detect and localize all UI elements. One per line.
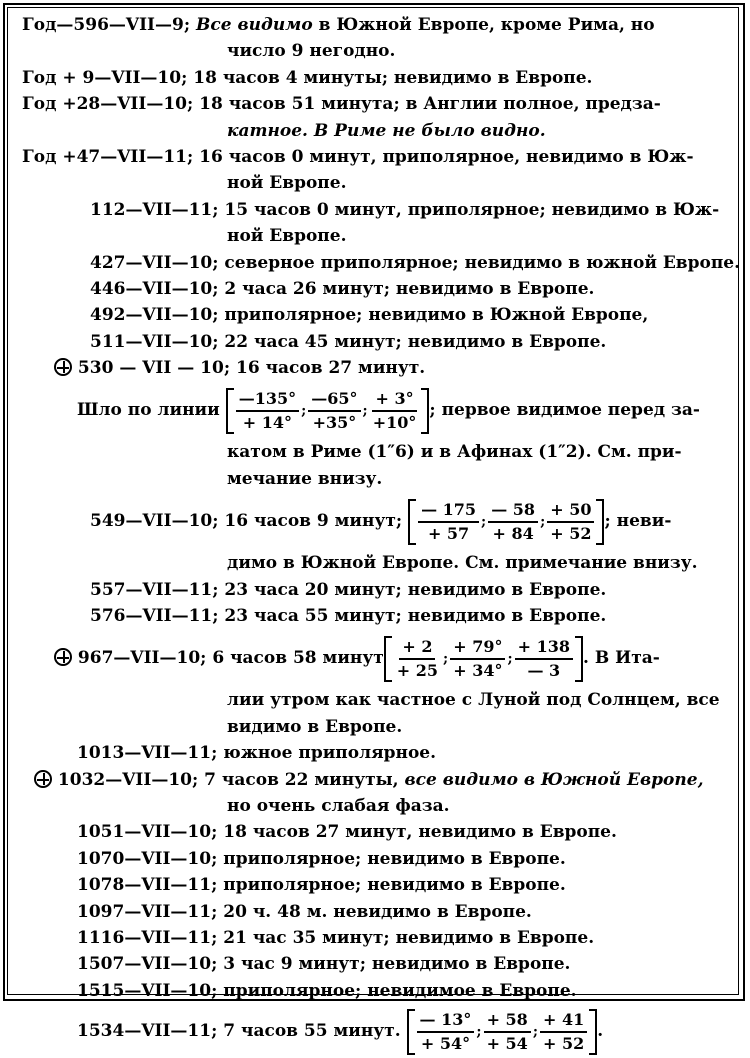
text-line: 557—VII—11; 23 часа 20 минут; невидимо в Европе. <box>90 579 607 600</box>
text-line: 1116—VII—11; 21 час 35 минут; невидимо в Европе. <box>77 927 595 948</box>
text-line: 576—VII—11; 23 часа 55 минут; невидимо в Европе. <box>90 606 607 627</box>
text-line: 427—VII—10; северное приполярное; невидимо в южной Европе. <box>90 252 741 273</box>
matrix-967: $\frac{+ 2}{+ 25}$ ; $\frac{+ 79^\circ}{+ 34^\circ}$ ; $\frac{+ 138}{— 3}$ <box>384 636 583 682</box>
oplus-icon <box>54 358 72 376</box>
oplus-icon <box>54 648 72 666</box>
text-line: 446—VII—10; 2 часа 26 минут; невидимо в Европе. <box>90 278 595 299</box>
text-line: 1097—VII—11; 20 ч. 48 м. невидимо в Европе. <box>77 901 532 922</box>
text-line: Год +28—VII—10; 18 часов 51 минута; в Англии полное, предза- <box>22 94 661 115</box>
text-line: 549—VII—10; 16 часов 9 минут; $\frac{— 175}{+ 57}$ ; $\frac{— 58}{+ 84}$ ; $\frac{+ 50}{+ 52}$ ; неви- <box>90 499 672 543</box>
text-line: Год + 9—VII—10; 18 часов 4 минуты; невидимо в Европе. <box>22 67 593 88</box>
text-line: 112—VII—11; 15 часов 0 минут, приполярное; невидимо в Юж- <box>90 199 720 220</box>
text-line: 1070—VII—10; приполярное; невидимо в Европе. <box>77 848 566 869</box>
matrix-530: $\frac{—135^\circ}{+ 14^\circ}$ ; $\frac{—65^\circ}{+35^\circ}$ ; $\frac{+ 3^\circ}{+10^\circ}$ <box>226 388 430 434</box>
text-line: ной Европе. <box>227 173 347 194</box>
text-line: катное. В Риме не было видно. <box>227 120 546 141</box>
matrix-549: $\frac{— 175}{+ 57}$ ; $\frac{— 58}{+ 84}$ ; $\frac{+ 50}{+ 52}$ <box>408 499 604 545</box>
text-line: 492—VII—10; приполярное; невидимо в Южной Европе, <box>90 305 649 326</box>
text-line: число 9 негодно. <box>227 41 396 62</box>
eclipse-table <box>22 12 741 1058</box>
text-line: мечание внизу. <box>227 468 383 489</box>
text-line: лии утром как частное с Луной под Солнцем, все <box>227 690 720 711</box>
text-line: димо в Южной Европе. См. примечание внизу. <box>227 553 698 574</box>
text-line: ной Европе. <box>227 226 347 247</box>
text-line: но очень слабая фаза. <box>227 795 450 816</box>
text-line: 1515—VII—10; приполярное; невидимое в Европе. <box>77 980 577 1001</box>
text-line: Шло по линии $\frac{—135^\circ}{+ 14^\circ}$ ; $\frac{—65^\circ}{+35^\circ}$ ; $\frac{+ 3^\circ}{+10^\circ}$ ; первое видимое перед за- <box>77 388 700 432</box>
text-line: 511—VII—10; 22 часа 45 минут; невидимо в Европе. <box>90 331 607 352</box>
text-line: Год +47—VII—11; 16 часов 0 минут, приполярное, невидимо в Юж- <box>22 146 694 167</box>
text-line: видимо в Европе. <box>227 716 403 737</box>
text-line: 1051—VII—10; 18 часов 27 минут, невидимо в Европе. <box>77 822 617 843</box>
text-line: катом в Риме (1″6) и в Афинах (1″2). См. при- <box>227 442 682 463</box>
matrix-1534: $\frac{— 13^\circ}{+ 54^\circ}$ ; $\frac{+ 58}{+ 54}$ ; $\frac{+ 41}{+ 52}$ <box>407 1009 598 1055</box>
text-line: 967—VII—10; 6 часов 58 минут $\frac{+ 2}{+ 25}$ ; $\frac{+ 79^\circ}{+ 34^\circ}$ ; $\frac{+ 138}{— 3}$ . В Ита- <box>22 629 722 687</box>
text-line: 1013—VII—11; южное приполярное. <box>77 743 437 764</box>
text-line: 1078—VII—11; приполярное; невидимо в Европе. <box>77 875 566 896</box>
text-line: Год—596—VII—9; Все видимо в Южной Европе, кроме Рима, но <box>22 15 655 35</box>
text-line: 1032—VII—10; 7 часов 22 минуты, все видимо в Южной Европе, <box>22 767 722 793</box>
text-line: 1507—VII—10; 3 час 9 минут; невидимо в Европе. <box>77 954 571 975</box>
text-line: 530 — VII — 10; 16 часов 27 минут. <box>22 355 722 381</box>
oplus-icon <box>34 770 52 788</box>
text-line: 1534—VII—11; 7 часов 55 минут. $\frac{— 13^\circ}{+ 54^\circ}$ ; $\frac{+ 58}{+ 54}$ ; $\frac{+ 41}{+ 52}$ . <box>77 1009 604 1053</box>
